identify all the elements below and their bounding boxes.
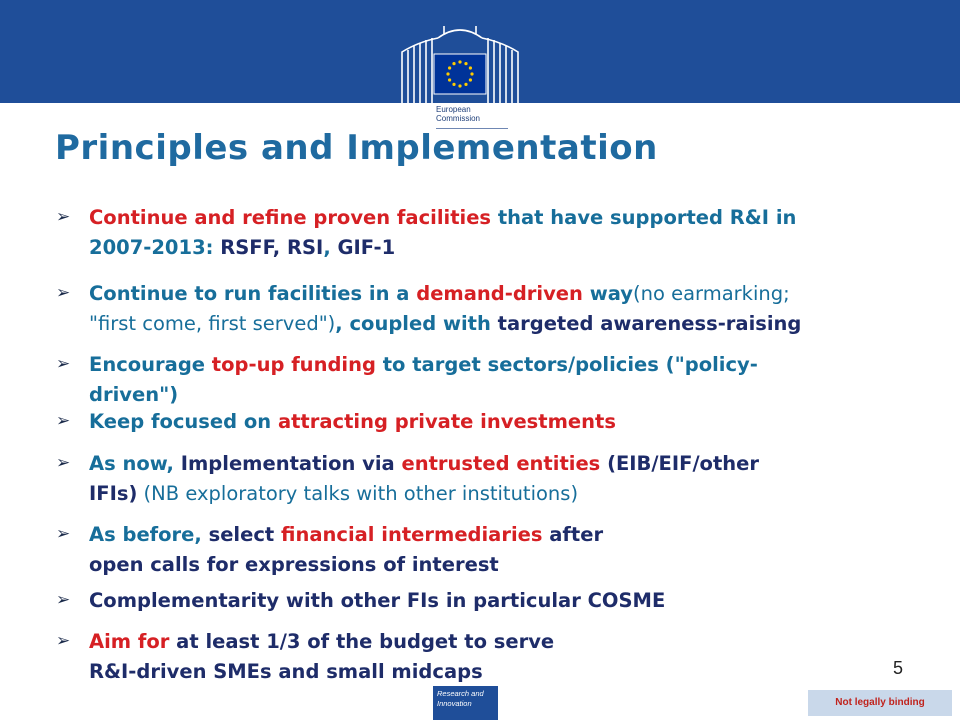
bullet-segment: select: [208, 523, 282, 546]
bullet-text: [89, 409, 929, 435]
bullet-line: [89, 659, 929, 685]
bullet-segment: Continue to run facilities in a: [89, 282, 417, 305]
bullet-segment: entrusted entities: [401, 452, 601, 475]
bullet-segment: , coupled with: [335, 312, 498, 335]
bullet-segment: As before,: [89, 523, 209, 546]
bullet-text: [89, 629, 929, 685]
bullet-segment: (EIB/EIF/other: [600, 452, 760, 475]
bullet-segment: 2007-2013:: [89, 236, 221, 259]
bullet-segment: Complementarity with other FIs in particular COSME: [89, 589, 666, 612]
disclaimer-badge: Not legally binding: [808, 690, 952, 716]
bullet-line: [89, 629, 929, 655]
bullet-text: [89, 588, 929, 614]
bullet-arrow-icon: ➢: [56, 354, 71, 374]
badge-line-1: Research and: [437, 689, 484, 698]
bullet-arrow-icon: ➢: [56, 524, 71, 544]
bullet-segment: RSFF, RSI: [220, 236, 324, 259]
bullet-segment: open calls for expressions of interest: [89, 553, 499, 576]
bullet-segment: Encourage: [89, 353, 212, 376]
bullet-text: [89, 352, 929, 408]
bullet-text: [89, 451, 929, 507]
bullet-text: [89, 205, 929, 261]
bullet-segment: (NB exploratory talks with other institutions): [137, 482, 579, 505]
bullet-segment: demand-driven: [416, 282, 583, 305]
bullet-segment: "first come, first served"): [89, 312, 336, 335]
bullet-segment: way: [582, 282, 633, 305]
logo-line-1: European: [436, 105, 471, 114]
bullet-line: [89, 451, 929, 477]
eu-flag-building-icon: [398, 22, 523, 103]
bullet-segment: Implementation via: [180, 452, 402, 475]
slide-title: Principles and Implementation: [55, 128, 658, 168]
page-number: 5: [893, 658, 904, 678]
bullet-line: [89, 205, 929, 231]
bullet-segment: that have supported R&I in: [491, 206, 797, 229]
bullet-line: [89, 281, 929, 307]
bullet-segment: GIF-1: [337, 236, 396, 259]
bullet-line: [89, 382, 929, 408]
bullet-segment: financial intermediaries: [281, 523, 543, 546]
bullet-segment: R&I-driven SMEs and small midcaps: [89, 660, 483, 683]
bullet-segment: targeted awareness-raising: [497, 312, 802, 335]
bullet-line: [89, 522, 929, 548]
bullet-segment: IFIs): [89, 482, 138, 505]
bullet-segment: top-up funding: [211, 353, 376, 376]
bullet-line: [89, 311, 929, 337]
bullet-line: [89, 588, 929, 614]
bullet-arrow-icon: ➢: [56, 631, 71, 651]
bullet-segment: (no earmarking;: [633, 282, 790, 305]
bullet-line: [89, 409, 929, 435]
research-innovation-badge: [433, 686, 498, 720]
badge-line-2: Innovation: [437, 699, 472, 708]
bullet-segment: Keep focused on: [89, 410, 278, 433]
bullet-arrow-icon: ➢: [56, 207, 71, 227]
bullet-segment: driven"): [89, 383, 179, 406]
bullet-line: [89, 352, 929, 378]
bullet-segment: Continue and refine proven facilities: [89, 206, 492, 229]
bullet-segment: at least 1/3 of the budget to serve: [169, 630, 555, 653]
bullet-segment: Aim for: [89, 630, 170, 653]
bullet-arrow-icon: ➢: [56, 453, 71, 473]
bullet-arrow-icon: ➢: [56, 590, 71, 610]
bullet-segment: after: [542, 523, 604, 546]
bullet-text: [89, 281, 929, 337]
bullet-segment: to target sectors/policies ("policy-: [375, 353, 758, 376]
bullet-line: [89, 235, 929, 261]
bullet-text: [89, 522, 929, 578]
bullet-arrow-icon: ➢: [56, 411, 71, 431]
bullet-segment: attracting private investments: [277, 410, 616, 433]
bullet-arrow-icon: ➢: [56, 283, 71, 303]
commission-logo-text: [436, 105, 516, 123]
bullet-segment: As now,: [89, 452, 181, 475]
bullet-line: [89, 481, 929, 507]
bullet-segment: ,: [323, 236, 338, 259]
logo-line-2: Commission: [436, 114, 481, 123]
bullet-line: [89, 552, 929, 578]
